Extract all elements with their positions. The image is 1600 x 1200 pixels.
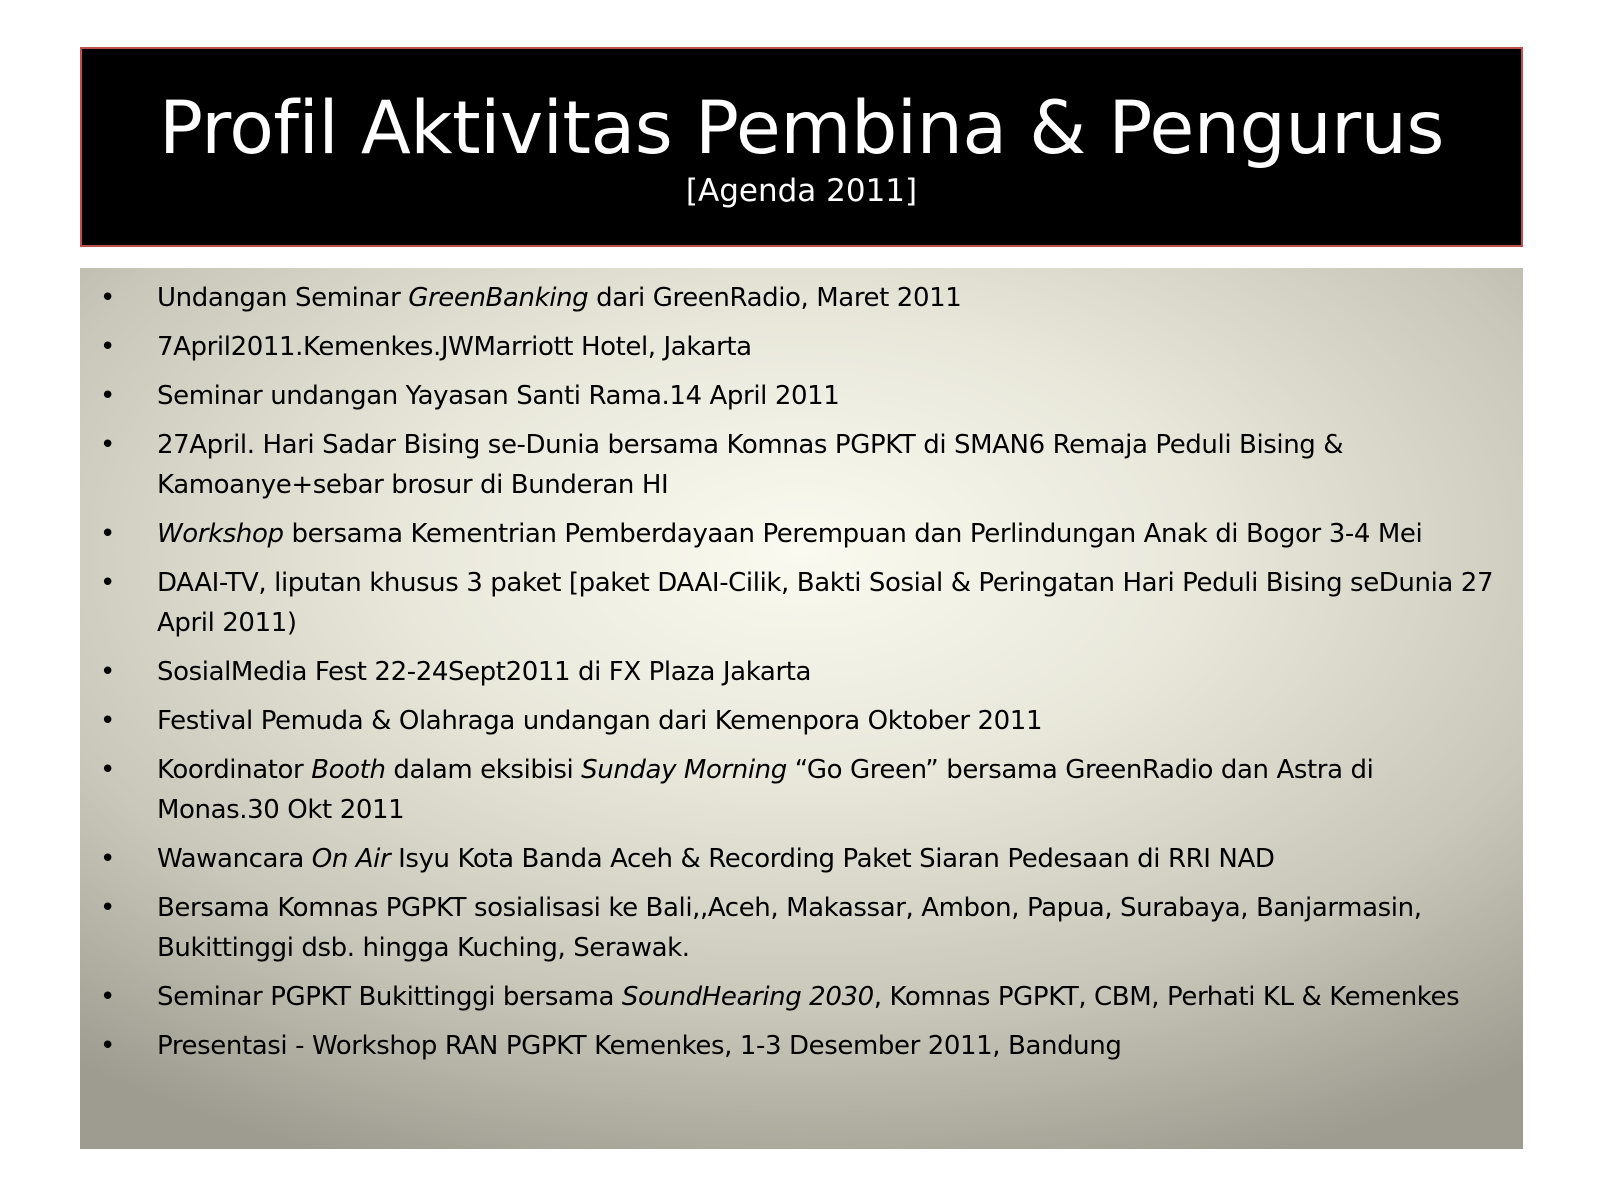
text-segment: Seminar PGPKT Bukittinggi bersama — [157, 982, 622, 1012]
agenda-item-text — [157, 657, 811, 687]
agenda-item — [100, 839, 1503, 879]
agenda-item — [100, 514, 1503, 554]
bullet-icon: • — [100, 755, 115, 785]
bullet-icon: • — [100, 430, 115, 460]
bullet-icon: • — [100, 844, 115, 874]
text-segment: Presentasi - Workshop RAN PGPKT Kemenkes, 1-3 Desember 2011, Bandung — [157, 1031, 1122, 1061]
agenda-item-text — [157, 706, 1042, 736]
text-segment: 27April. Hari Sadar Bising se-Dunia bersama Komnas PGPKT di SMAN6 Remaja Peduli Bising & Kamoanye+sebar brosur di Bunderan HI — [157, 430, 1344, 500]
text-segment: Wawancara — [157, 844, 312, 874]
italic-text-segment: Workshop — [157, 519, 284, 549]
agenda-item-text — [157, 430, 1343, 500]
text-segment: SosialMedia Fest 22-24Sept2011 di FX Plaza Jakarta — [157, 657, 812, 687]
agenda-item — [100, 425, 1503, 505]
agenda-item-text — [157, 893, 1422, 963]
bullet-icon: • — [100, 381, 115, 411]
agenda-item — [100, 376, 1503, 416]
agenda-item-text — [157, 755, 1373, 825]
italic-text-segment: SoundHearing 2030 — [621, 982, 874, 1012]
agenda-item — [100, 750, 1503, 830]
bullet-icon: • — [100, 706, 115, 736]
agenda-item — [100, 327, 1503, 367]
text-segment: , Komnas PGPKT, CBM, Perhati KL & Kemenkes — [873, 982, 1460, 1012]
bullet-icon: • — [100, 982, 115, 1012]
agenda-item — [100, 652, 1503, 692]
title-banner — [80, 47, 1523, 247]
text-segment: “Go Green” bersama GreenRadio dan Astra di Monas.30 Okt 2011 — [157, 755, 1374, 825]
agenda-item — [100, 701, 1503, 741]
italic-text-segment: Booth — [311, 755, 386, 785]
agenda-list — [100, 278, 1503, 1066]
text-segment: Koordinator — [157, 755, 312, 785]
agenda-item-text — [157, 381, 839, 411]
bullet-icon: • — [100, 332, 115, 362]
agenda-item-text — [157, 844, 1274, 874]
agenda-item-text — [157, 1031, 1121, 1061]
slide-subtitle: [Agenda 2011] — [685, 173, 918, 209]
text-segment: dalam eksibisi — [385, 755, 582, 785]
italic-text-segment: On Air — [311, 844, 391, 874]
italic-text-segment: Sunday Morning — [581, 755, 787, 785]
agenda-item — [100, 977, 1503, 1017]
agenda-item — [100, 888, 1503, 968]
text-segment: DAAI-TV, liputan khusus 3 paket [paket DAAI-Cilik, Bakti Sosial & Peringatan Hari Peduli Bising seDunia 27 April 2011) — [157, 568, 1494, 638]
agenda-item-text — [157, 332, 752, 362]
text-segment: Festival Pemuda & Olahraga undangan dari Kemenpora Oktober 2011 — [157, 706, 1043, 736]
bullet-icon: • — [100, 568, 115, 598]
italic-text-segment: GreenBanking — [408, 283, 589, 313]
text-segment: Undangan Seminar — [157, 283, 409, 313]
bullet-icon: • — [100, 1031, 115, 1061]
text-segment: dari GreenRadio, Maret 2011 — [588, 283, 962, 313]
agenda-item-text — [157, 283, 961, 313]
slide-title: Profil Aktivitas Pembina & Pengurus — [159, 86, 1444, 171]
agenda-item-text — [157, 568, 1493, 638]
bullet-icon: • — [100, 893, 115, 923]
text-segment: 7April2011.Kemenkes.JWMarriott Hotel, Jakarta — [157, 332, 752, 362]
agenda-item-text — [157, 982, 1459, 1012]
agenda-item — [100, 1026, 1503, 1066]
agenda-panel — [80, 268, 1523, 1149]
agenda-item — [100, 563, 1503, 643]
agenda-item — [100, 278, 1503, 318]
text-segment: Bersama Komnas PGPKT sosialisasi ke Bali,,Aceh, Makassar, Ambon, Papua, Surabaya, Banjarmasin, Bukittinggi dsb. hingga Kuching, Serawak. — [157, 893, 1422, 963]
bullet-icon: • — [100, 657, 115, 687]
text-segment: Isyu Kota Banda Aceh & Recording Paket Siaran Pedesaan di RRI NAD — [390, 844, 1275, 874]
text-segment: Seminar undangan Yayasan Santi Rama.14 April 2011 — [157, 381, 840, 411]
bullet-icon: • — [100, 519, 115, 549]
agenda-item-text — [157, 519, 1422, 549]
text-segment: bersama Kementrian Pemberdayaan Perempuan dan Perlindungan Anak di Bogor 3-4 Mei — [283, 519, 1423, 549]
bullet-icon: • — [100, 283, 115, 313]
